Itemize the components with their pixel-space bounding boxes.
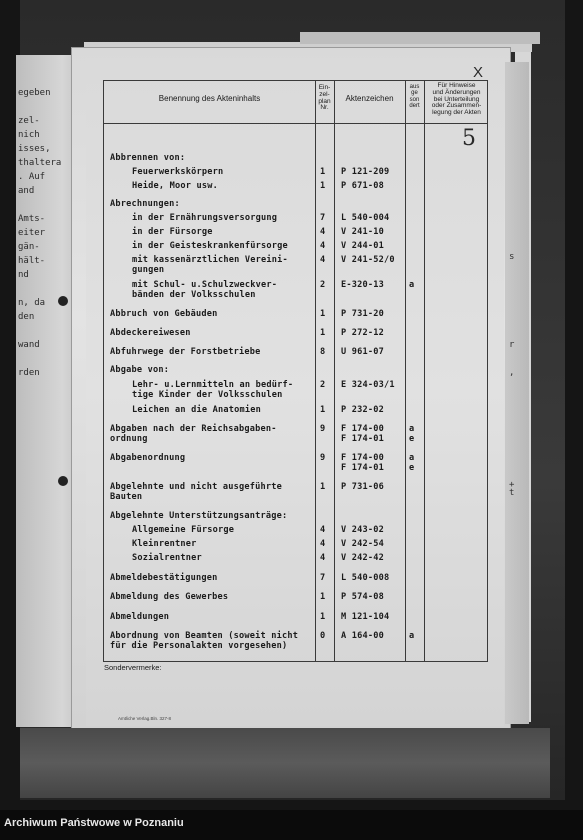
entry-aktenzeichen: V 241-52/0: [341, 255, 395, 265]
entry-aktenzeichen: P 731-06: [341, 482, 384, 492]
entry-aktenzeichen: F 174-01: [341, 463, 384, 473]
entry-ausgesondert: a: [409, 280, 415, 290]
entry-title: Abgelehnte und nicht ausgeführte: [110, 482, 282, 492]
entry-ausgesondert: a: [409, 631, 415, 641]
entry-plan-number: 1: [320, 181, 326, 191]
header-divider: [104, 123, 487, 124]
entry-plan-number: 4: [320, 539, 326, 549]
back-page-fragment: egeben: [18, 88, 51, 98]
entry-title: Abmeldung des Gewerbes: [110, 592, 229, 602]
edge-mark: ,: [509, 368, 515, 378]
footer-divider: [104, 661, 487, 662]
entry-title: ordnung: [110, 434, 148, 444]
column-divider: [405, 81, 406, 661]
entry-title: Abdeckereiwesen: [110, 328, 191, 338]
sondervermerke-label: Sondervermerke:: [104, 663, 162, 672]
entry-plan-number: 4: [320, 553, 326, 563]
entry-plan-number: 0: [320, 631, 326, 641]
entry-aktenzeichen: L 540-004: [341, 213, 390, 223]
entry-aktenzeichen: P 671-08: [341, 181, 384, 191]
entry-title: Abmeldungen: [110, 612, 170, 622]
entry-aktenzeichen: E 324-03/1: [341, 380, 395, 390]
entry-aktenzeichen: P 272-12: [341, 328, 384, 338]
back-page-fragment: isses,: [18, 144, 51, 154]
entry-plan-number: 1: [320, 592, 326, 602]
entry-plan-number: 4: [320, 227, 326, 237]
entry-aktenzeichen: A 164-00: [341, 631, 384, 641]
entry-title: mit kassenärztlichen Vereini-: [132, 255, 288, 265]
entry-aktenzeichen: V 242-42: [341, 553, 384, 563]
back-page-fragment: den: [18, 312, 35, 322]
edge-mark: t: [509, 488, 515, 498]
entry-title: Abrechnungen:: [110, 199, 180, 209]
entry-title: Abmeldebestätigungen: [110, 573, 218, 583]
entry-aktenzeichen: E-320-13: [341, 280, 384, 290]
entry-title: Sozialrentner: [132, 553, 202, 563]
entry-aktenzeichen: M 121-104: [341, 612, 390, 622]
back-page-fragment: gän-: [18, 242, 40, 252]
entry-ausgesondert: a: [409, 424, 415, 434]
entry-plan-number: 1: [320, 612, 326, 622]
entry-plan-number: 1: [320, 405, 326, 415]
right-edge-strip: [505, 62, 529, 724]
entry-title: Abgabenordnung: [110, 453, 186, 463]
entry-title: Feuerwerkskörpern: [132, 167, 224, 177]
column-divider: [424, 81, 425, 661]
mark-x: X: [473, 64, 484, 81]
back-page-fragment: n, da: [18, 298, 46, 308]
punch-hole: [58, 476, 68, 486]
entry-title: Bauten: [110, 492, 143, 502]
entry-title: tige Kinder der Volksschulen: [132, 390, 283, 400]
back-page-fragment: zel-: [18, 116, 40, 126]
back-page-fragment: nd: [18, 270, 29, 280]
entry-title: Abgelehnte Unterstützungsanträge:: [110, 511, 288, 521]
back-page-fragment: rden: [18, 368, 40, 378]
edge-mark: r: [509, 340, 515, 350]
entry-title: gungen: [132, 265, 165, 275]
entry-aktenzeichen: U 961-07: [341, 347, 384, 357]
entry-title: Abfuhrwege der Forstbetriebe: [110, 347, 261, 357]
entry-title: bänden der Volksschulen: [132, 290, 256, 300]
header-col-aktenzeichen: Aktenzeichen: [345, 94, 394, 103]
entry-plan-number: 1: [320, 482, 326, 492]
header-col-hinweise: Für Hinweise und Änderungen bei Unterteilung oder Zusammen- legung der Akten: [431, 82, 482, 117]
column-divider: [334, 81, 335, 661]
mark-number: 5: [462, 126, 476, 151]
header-col-ausgesondert: aus ge son dert: [409, 84, 420, 109]
entry-plan-number: 9: [320, 424, 326, 434]
entry-aktenzeichen: P 574-08: [341, 592, 384, 602]
entry-aktenzeichen: F 174-00: [341, 424, 384, 434]
printer-note: Amtliche Verlag.Bln. 327-8: [118, 716, 172, 721]
entry-aktenzeichen: P 121-209: [341, 167, 390, 177]
entry-aktenzeichen: V 241-10: [341, 227, 384, 237]
back-page-fragment: hält-: [18, 256, 46, 266]
entry-plan-number: 4: [320, 525, 326, 535]
entry-title: Kleinrentner: [132, 539, 197, 549]
entry-title: Allgemeine Fürsorge: [132, 525, 235, 535]
entry-title: Lehr- u.Lernmitteln an bedürf-: [132, 380, 294, 390]
entry-plan-number: 4: [320, 241, 326, 251]
archive-label: Archiwum Państwowe w Poznaniu: [4, 817, 184, 829]
header-col-plan: Ein- zel- plan Nr.: [318, 84, 331, 112]
back-page-fragment: thaltera: [18, 158, 62, 168]
entry-aktenzeichen: P 731-20: [341, 309, 384, 319]
edge-mark: s: [509, 252, 515, 262]
entry-aktenzeichen: P 232-02: [341, 405, 384, 415]
entry-title: Heide, Moor usw.: [132, 181, 218, 191]
entry-aktenzeichen: F 174-00: [341, 453, 384, 463]
back-page-fragment: eiter: [18, 228, 46, 238]
entry-ausgesondert: a: [409, 453, 415, 463]
entry-title: Leichen an die Anatomien: [132, 405, 261, 415]
entry-title: Abbruch von Gebäuden: [110, 309, 218, 319]
edge-mark: +: [509, 480, 515, 490]
entry-aktenzeichen: L 540-008: [341, 573, 390, 583]
back-page-fragment: nich: [18, 130, 40, 140]
entry-plan-number: 9: [320, 453, 326, 463]
entry-title: in der Ernährungsversorgung: [132, 213, 278, 223]
entry-title: mit Schul- u.Schulzweckver-: [132, 280, 278, 290]
back-page-fragment: . Auf: [18, 172, 46, 182]
entry-plan-number: 8: [320, 347, 326, 357]
entry-plan-number: 1: [320, 328, 326, 338]
entry-title: Abbrennen von:: [110, 153, 186, 163]
index-table: [103, 80, 488, 662]
entry-plan-number: 4: [320, 255, 326, 265]
punch-hole: [58, 296, 68, 306]
entry-plan-number: 2: [320, 280, 326, 290]
entry-title: in der Geisteskrankenfürsorge: [132, 241, 288, 251]
entry-plan-number: 2: [320, 380, 326, 390]
entry-title: Abordnung von Beamten (soweit nicht: [110, 631, 299, 641]
entry-plan-number: 7: [320, 213, 326, 223]
entry-ausgesondert: e: [409, 434, 415, 444]
entry-aktenzeichen: F 174-01: [341, 434, 384, 444]
bottom-shadow: [20, 728, 550, 798]
entry-ausgesondert: e: [409, 463, 415, 473]
entry-aktenzeichen: V 242-54: [341, 539, 384, 549]
back-page-fragment: and: [18, 186, 35, 196]
column-divider: [315, 81, 316, 661]
entry-aktenzeichen: V 243-02: [341, 525, 384, 535]
back-page-fragment: wand: [18, 340, 40, 350]
entry-title: Abgaben nach der Reichsabgaben-: [110, 424, 277, 434]
entry-plan-number: 7: [320, 573, 326, 583]
header-col-name: Benennung des Akteninhalts: [158, 94, 261, 103]
entry-plan-number: 1: [320, 167, 326, 177]
sheet-edge: [300, 32, 540, 44]
back-page-fragment: Amts-: [18, 214, 46, 224]
entry-aktenzeichen: V 244-01: [341, 241, 384, 251]
entry-plan-number: 1: [320, 309, 326, 319]
entry-title: für die Personalakten vorgesehen): [110, 641, 288, 651]
entry-title: Abgabe von:: [110, 365, 170, 375]
entry-title: in der Fürsorge: [132, 227, 213, 237]
